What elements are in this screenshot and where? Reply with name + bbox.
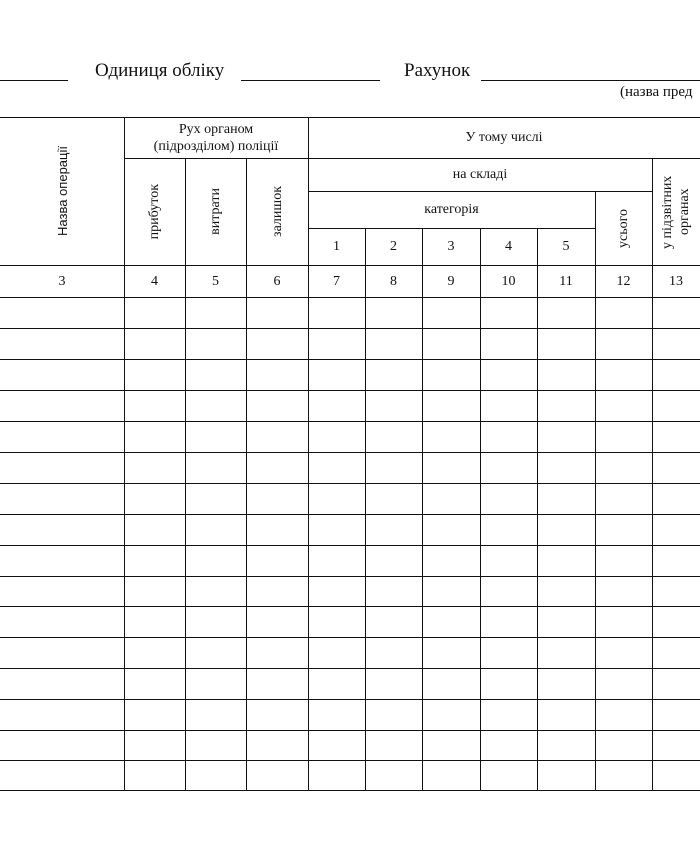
col-header-balance xyxy=(246,158,308,265)
col-header-category-3 xyxy=(422,228,480,265)
col-header-operation-text: Назва операції xyxy=(54,146,70,236)
col-header-category-1-text: 1 xyxy=(333,239,340,254)
group-header-category-text: категорія xyxy=(424,202,479,217)
name-note: (назва пред xyxy=(620,84,693,100)
column-number: 4 xyxy=(151,273,158,289)
col-header-expenses-text: витрати xyxy=(208,188,223,235)
column-number: 7 xyxy=(333,273,340,289)
col-divider xyxy=(422,228,423,791)
group-header-category xyxy=(308,191,595,228)
col-header-subordinate-text: у підзвітних органах xyxy=(660,174,692,249)
group-header-including xyxy=(308,117,700,158)
account-label: Рахунок xyxy=(404,60,471,81)
blank-line xyxy=(0,80,68,81)
column-number: 13 xyxy=(669,273,683,289)
col-divider xyxy=(365,228,366,791)
column-number: 10 xyxy=(501,273,516,289)
unit-field-line xyxy=(241,80,380,81)
col-header-income-text: прибуток xyxy=(147,183,162,240)
col-header-income xyxy=(124,158,185,265)
group-header-movement xyxy=(124,117,308,158)
accounting-table xyxy=(0,117,700,791)
col-header-category-1 xyxy=(308,228,365,265)
col-header-category-4-text: 4 xyxy=(505,239,512,254)
col-header-category-5 xyxy=(537,228,595,265)
col-header-category-2-text: 2 xyxy=(390,239,397,254)
form-header-line xyxy=(0,56,700,86)
group-header-warehouse xyxy=(308,158,652,191)
col-header-balance-text: залишок xyxy=(269,186,285,237)
col-header-expenses xyxy=(185,158,246,265)
column-number: 6 xyxy=(273,273,281,289)
col-divider xyxy=(537,228,538,791)
col-header-category-2 xyxy=(365,228,422,265)
col-header-subordinate xyxy=(652,158,700,265)
col-header-category-5-text: 5 xyxy=(562,239,570,254)
column-number: 5 xyxy=(212,273,219,289)
col-header-category-3-text: 3 xyxy=(447,239,455,254)
col-header-category-4 xyxy=(480,228,537,265)
col-divider xyxy=(480,228,481,791)
account-field-line xyxy=(481,80,700,81)
col-header-operation xyxy=(0,117,124,265)
col-header-total-text: усього xyxy=(616,208,631,248)
unit-label: Одиниця обліку xyxy=(95,60,225,81)
group-header-movement-text: Рух органом (підрозділом) поліції xyxy=(153,121,279,154)
column-number: 3 xyxy=(58,273,66,289)
column-number: 11 xyxy=(559,273,573,289)
column-number: 8 xyxy=(390,273,397,289)
col-header-total xyxy=(595,191,652,265)
column-number: 12 xyxy=(616,273,631,289)
column-number: 9 xyxy=(447,273,455,289)
group-header-warehouse-text: на складі xyxy=(452,167,508,182)
group-header-including-text: У тому числі xyxy=(465,130,543,145)
